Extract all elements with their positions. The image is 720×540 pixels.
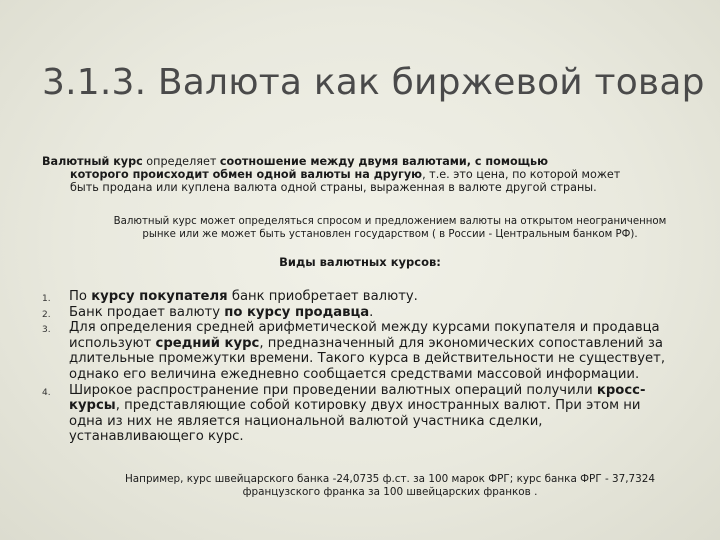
types-heading: Виды валютных курсов: — [279, 255, 441, 269]
list-item — [42, 289, 672, 305]
list-number: 3. — [42, 325, 51, 336]
definition-paragraph — [42, 155, 652, 194]
definition-bold-2: которого происходит обмен одной валюты на другую — [70, 168, 423, 181]
definition-term: Валютный курс — [42, 155, 143, 168]
item-bold: кросс-курсы — [69, 382, 646, 414]
item-text: Для определения средней арифметической между курсами покупателя и продавца используют — [69, 320, 660, 351]
list-number: 2. — [42, 309, 51, 320]
definition-text-1: определяет — [142, 155, 220, 168]
item-bold: средний курс — [155, 335, 260, 351]
item-bold: курсу покупателя — [91, 289, 228, 304]
item-bold: по курсу продавца — [224, 304, 370, 320]
slide-title: 3.1.3. Валюта как биржевой товар — [42, 62, 705, 103]
list-number: 4. — [42, 387, 51, 398]
item-text: По — [69, 289, 92, 304]
item-text: , представляющие собой котировку двух иностранных валют. При этом ни одна из них не является национальной валютой участника сделки, устанавливающего курс. — [69, 398, 641, 445]
item-text: Банк продает валюту — [69, 304, 225, 320]
item-text: , предназначенный для экономических сопоставлений за длительные промежутки времени. Такого курса в действительности не существует, однако его величина ежедневно сообщается средствами массовой информации. — [69, 335, 666, 382]
list-item — [42, 320, 672, 382]
item-text: банк приобретает валюту. — [227, 289, 418, 304]
definition-text-2: , т.е. это цена, по которой может быть продана или куплена валюта одной страны, выраженная в валюте другой страны. — [70, 168, 621, 194]
list-item — [42, 305, 672, 321]
item-text: . — [369, 304, 374, 320]
item-text: Широкое распространение при проведении валютных операций получили — [69, 382, 597, 398]
definition-bold-1: соотношение между двумя валютами, с помощью — [219, 155, 548, 168]
example-note: Например, курс швейцарского банка -24,0735 ф.ст. за 100 марок ФРГ; курс банка ФРГ - 37,7324 французского франка за 100 швейцарских франков . — [124, 473, 655, 498]
market-note: Валютный курс может определяться спросом и предложением валюты на открытом неограниченном рынке или же может быть установлен государством ( в России - Центральным банком РФ). — [113, 216, 667, 240]
definition-continuation — [42, 168, 652, 194]
list-number: 1. — [42, 294, 51, 304]
rate-types-list — [42, 289, 672, 445]
list-item — [42, 383, 672, 445]
